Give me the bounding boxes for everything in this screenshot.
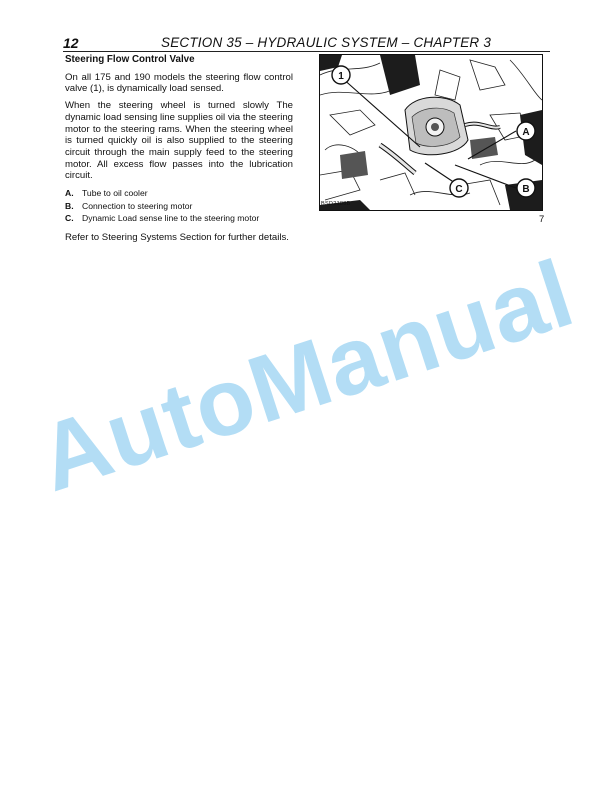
- legend-text: Dynamic Load sense line to the steering motor: [82, 213, 260, 224]
- legend-text: Tube to oil cooler: [82, 188, 148, 199]
- page-header: [63, 35, 550, 52]
- photo-illustration: [320, 55, 542, 210]
- callout-1-label: 1: [338, 71, 344, 82]
- figure-number: 7: [539, 214, 545, 225]
- legend-key: A.: [65, 188, 74, 199]
- section-title: SECTION 35 – HYDRAULIC SYSTEM – CHAPTER 3: [161, 35, 492, 50]
- legend-list: [65, 187, 293, 225]
- legend-item: [65, 212, 293, 225]
- paragraph-2: When the steering wheel is turned slowly The dynamic load sensing line supplies oil via the steering motor to the steering rams. When the steering wheel is turned quickly oil is also supplied to the steering circuit through the main supply feed to the steering motor. All excess flow passes into the lubrication circuit.: [65, 100, 293, 182]
- header-rule: [63, 51, 550, 52]
- legend-item: [65, 187, 293, 200]
- legend-key: B.: [65, 200, 74, 211]
- legend-text: Connection to steering motor: [82, 200, 193, 211]
- watermark-text: AutoManual: [26, 240, 586, 513]
- text-column: [65, 54, 293, 249]
- figure-code: BSD2188B: [321, 201, 351, 207]
- legend-key: C.: [65, 213, 74, 224]
- section-heading: Steering Flow Control Valve: [65, 54, 195, 65]
- page-number: 12: [63, 35, 79, 51]
- legend-item: [65, 200, 293, 213]
- callout-c-label: C: [455, 184, 463, 195]
- callout-a-label: A: [522, 127, 530, 138]
- callout-b-label: B: [522, 184, 530, 195]
- hydraulic-photo-figure: [319, 54, 543, 211]
- paragraph-1: On all 175 and 190 models the steering flow control valve (1), is dynamically load sensed.: [65, 71, 293, 95]
- refer-note: Refer to Steering Systems Section for further details.: [65, 231, 289, 243]
